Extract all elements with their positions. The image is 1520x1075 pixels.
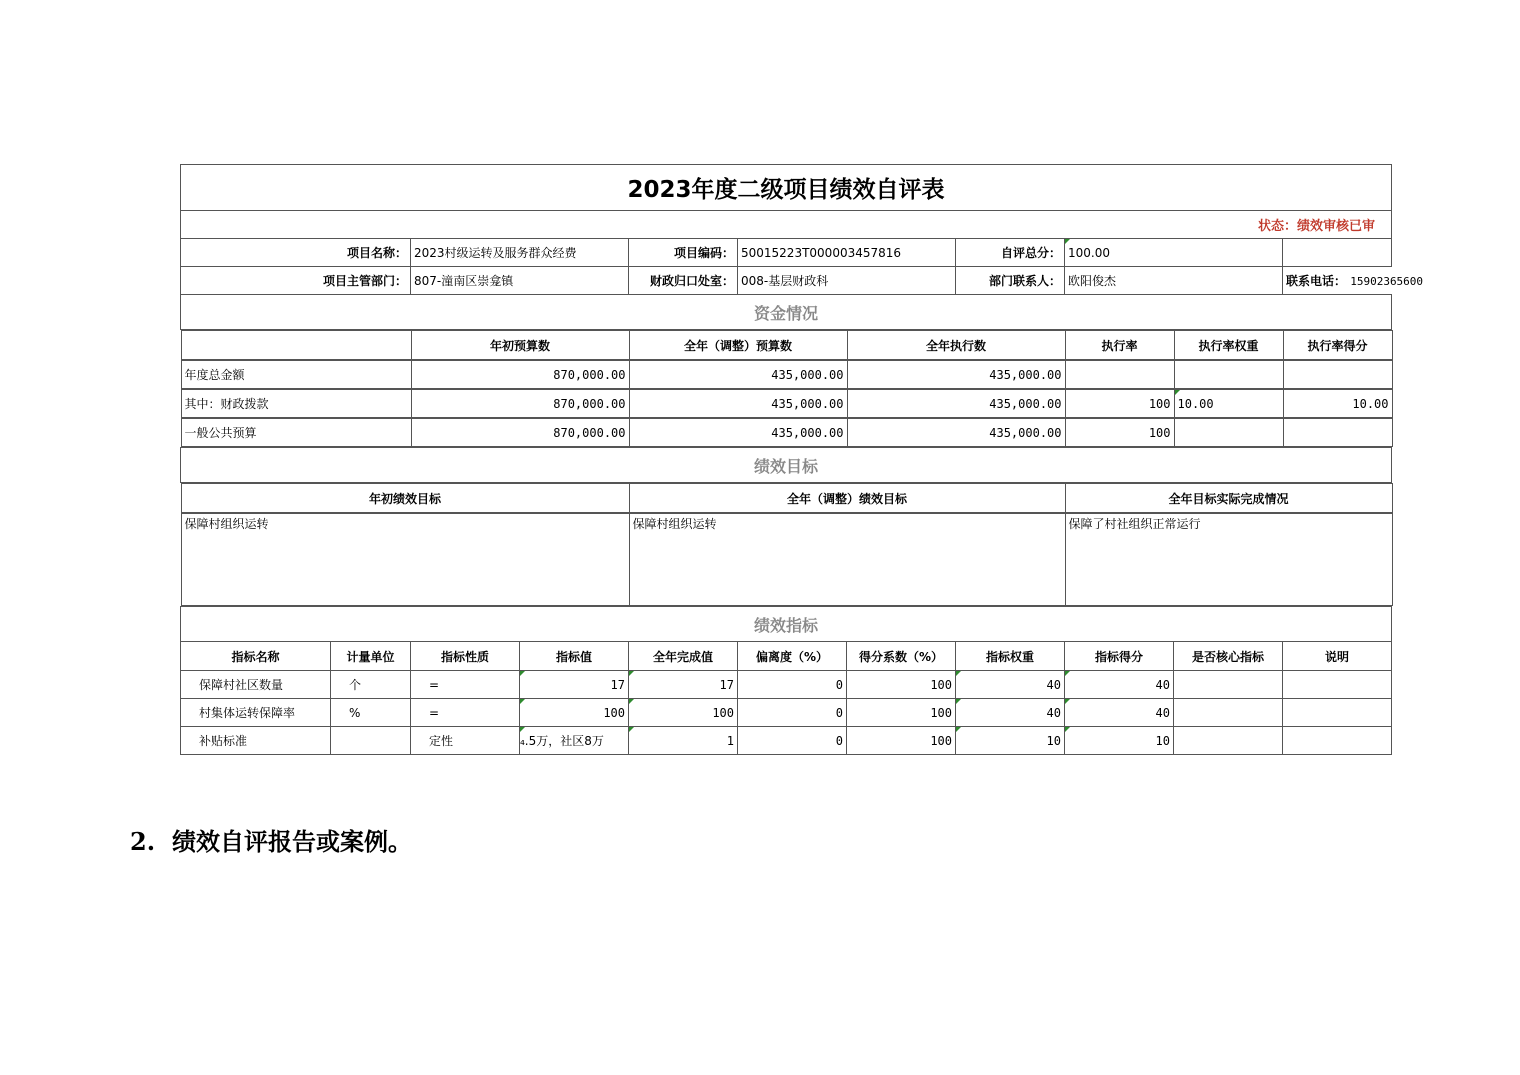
indicator-unit: 个 bbox=[331, 671, 411, 699]
indicators-section-title: 绩效指标 bbox=[181, 607, 1392, 642]
indicator-core bbox=[1174, 699, 1283, 727]
funds-executed: 435,000.00 bbox=[847, 390, 1065, 418]
empty-cell bbox=[1283, 239, 1392, 267]
indicator-header-nature: 指标性质 bbox=[411, 642, 520, 671]
indicator-row bbox=[181, 671, 1392, 699]
project-name-value: 2023村级运转及服务群众经费 bbox=[411, 239, 629, 267]
goals-value-initial: 保障村组织运转 bbox=[181, 514, 629, 606]
indicator-deviation: 0 bbox=[738, 699, 847, 727]
funds-weight bbox=[1174, 361, 1283, 389]
indicator-note bbox=[1283, 727, 1392, 755]
phone-value: 15902365600 bbox=[1350, 275, 1424, 288]
total-score-value: 100.00 bbox=[1065, 239, 1283, 267]
indicator-coef: 100 bbox=[847, 671, 956, 699]
goals-row-wrapper bbox=[181, 483, 1392, 514]
finance-office-label: 财政归口处室： bbox=[629, 267, 738, 295]
indicator-note bbox=[1283, 671, 1392, 699]
funds-grid-row bbox=[181, 418, 1393, 447]
status-badge: 状态：绩效审核已审 bbox=[181, 211, 1392, 239]
table-title: 2023年度二级项目绩效自评表 bbox=[181, 165, 1392, 211]
indicator-name: 补贴标准 bbox=[181, 727, 331, 755]
funds-initial: 870,000.00 bbox=[411, 361, 629, 389]
funds-score bbox=[1283, 361, 1392, 389]
indicator-weight: 40 bbox=[956, 671, 1065, 699]
indicator-actual: 17 bbox=[629, 671, 738, 699]
indicator-actual: 100 bbox=[629, 699, 738, 727]
funds-header-score: 执行率得分 bbox=[1283, 331, 1392, 360]
indicator-unit: % bbox=[331, 699, 411, 727]
goals-value-actual: 保障了村社组织正常运行 bbox=[1065, 514, 1392, 606]
funds-initial: 870,000.00 bbox=[411, 390, 629, 418]
funds-adjusted: 435,000.00 bbox=[629, 361, 847, 389]
indicator-header-weight: 指标权重 bbox=[956, 642, 1065, 671]
indicator-header-unit: 计量单位 bbox=[331, 642, 411, 671]
indicator-score: 10 bbox=[1065, 727, 1174, 755]
goals-grid-row bbox=[181, 513, 1393, 606]
indicator-header-deviation: 偏离度（%） bbox=[738, 642, 847, 671]
contact-label: 部门联系人： bbox=[956, 267, 1065, 295]
funds-grid-row bbox=[181, 360, 1393, 389]
goals-header-adjusted: 全年（调整）绩效目标 bbox=[629, 484, 1065, 513]
funds-header-weight: 执行率权重 bbox=[1174, 331, 1283, 360]
funds-initial: 870,000.00 bbox=[411, 419, 629, 447]
indicator-row bbox=[181, 699, 1392, 727]
funds-executed: 435,000.00 bbox=[847, 361, 1065, 389]
funds-header-rate: 执行率 bbox=[1065, 331, 1174, 360]
goals-section-title: 绩效目标 bbox=[181, 448, 1392, 483]
funds-score bbox=[1283, 419, 1392, 447]
funds-header-blank bbox=[181, 331, 411, 360]
indicator-weight: 10 bbox=[956, 727, 1065, 755]
indicator-core bbox=[1174, 727, 1283, 755]
indicator-header-name: 指标名称 bbox=[181, 642, 331, 671]
funds-weight: 10.00 bbox=[1174, 390, 1283, 418]
funds-header-executed: 全年执行数 bbox=[847, 331, 1065, 360]
section-heading-text: 绩效自评报告或案例。 bbox=[172, 827, 412, 856]
indicator-nature: 定性 bbox=[411, 727, 520, 755]
project-name-label: 项目名称： bbox=[181, 239, 411, 267]
dept-label: 项目主管部门： bbox=[181, 267, 411, 295]
indicator-target: 100 bbox=[520, 699, 629, 727]
indicator-header-target: 指标值 bbox=[520, 642, 629, 671]
funds-score: 10.00 bbox=[1283, 390, 1392, 418]
goals-value-adjusted: 保障村组织运转 bbox=[629, 514, 1065, 606]
indicator-coef: 100 bbox=[847, 727, 956, 755]
funds-row-wrapper bbox=[181, 360, 1392, 389]
funds-rate: 100 bbox=[1065, 390, 1174, 418]
indicator-note bbox=[1283, 699, 1392, 727]
contact-value: 欧阳俊杰 bbox=[1065, 267, 1283, 295]
indicator-actual: 1 bbox=[629, 727, 738, 755]
indicator-score: 40 bbox=[1065, 671, 1174, 699]
indicator-nature: = bbox=[411, 671, 520, 699]
funds-row-name: 年度总金额 bbox=[181, 361, 411, 389]
indicator-score: 40 bbox=[1065, 699, 1174, 727]
funds-row-wrapper bbox=[181, 330, 1392, 361]
indicator-deviation: 0 bbox=[738, 671, 847, 699]
funds-header-adjusted: 全年（调整）预算数 bbox=[629, 331, 847, 360]
indicator-coef: 100 bbox=[847, 699, 956, 727]
phone-label bbox=[1283, 267, 1424, 295]
indicator-target: 17 bbox=[520, 671, 629, 699]
performance-self-evaluation-table bbox=[180, 164, 1424, 755]
indicator-header-score: 指标得分 bbox=[1065, 642, 1174, 671]
indicator-target: ₄.5万，社区8万 bbox=[520, 727, 629, 755]
project-code-label: 项目编码： bbox=[629, 239, 738, 267]
funds-grid-row bbox=[181, 330, 1393, 360]
indicator-unit bbox=[331, 727, 411, 755]
funds-row-wrapper bbox=[181, 389, 1392, 418]
section-heading bbox=[130, 822, 412, 857]
indicator-header-actual: 全年完成值 bbox=[629, 642, 738, 671]
goals-header-initial: 年初绩效目标 bbox=[181, 484, 629, 513]
funds-executed: 435,000.00 bbox=[847, 419, 1065, 447]
indicator-row bbox=[181, 727, 1392, 755]
phone-label-text: 联系电话： bbox=[1286, 274, 1347, 288]
total-score-label: 自评总分： bbox=[956, 239, 1065, 267]
indicator-name: 村集体运转保障率 bbox=[181, 699, 331, 727]
funds-row-wrapper bbox=[181, 418, 1392, 448]
goals-header-actual: 全年目标实际完成情况 bbox=[1065, 484, 1392, 513]
indicator-deviation: 0 bbox=[738, 727, 847, 755]
funds-section-title: 资金情况 bbox=[181, 295, 1392, 330]
indicator-name: 保障村社区数量 bbox=[181, 671, 331, 699]
goals-grid-row bbox=[181, 483, 1393, 513]
funds-header-initial: 年初预算数 bbox=[411, 331, 629, 360]
indicator-nature: = bbox=[411, 699, 520, 727]
funds-adjusted: 435,000.00 bbox=[629, 419, 847, 447]
funds-row-name: 一般公共预算 bbox=[181, 419, 411, 447]
dept-value: 807-潼南区崇龛镇 bbox=[411, 267, 629, 295]
funds-rate: 100 bbox=[1065, 419, 1174, 447]
indicator-header-core: 是否核心指标 bbox=[1174, 642, 1283, 671]
section-number: 2. bbox=[130, 827, 156, 856]
funds-row-name: 其中：财政拨款 bbox=[181, 390, 411, 418]
indicator-header-note: 说明 bbox=[1283, 642, 1392, 671]
funds-adjusted: 435,000.00 bbox=[629, 390, 847, 418]
indicator-header-coef: 得分系数（%） bbox=[847, 642, 956, 671]
indicator-core bbox=[1174, 671, 1283, 699]
funds-rate bbox=[1065, 361, 1174, 389]
project-code-value: 50015223T000003457816 bbox=[738, 239, 956, 267]
funds-weight bbox=[1174, 419, 1283, 447]
goals-row-wrapper bbox=[181, 513, 1392, 607]
indicator-weight: 40 bbox=[956, 699, 1065, 727]
finance-office-value: 008-基层财政科 bbox=[738, 267, 956, 295]
funds-grid-row bbox=[181, 389, 1393, 418]
